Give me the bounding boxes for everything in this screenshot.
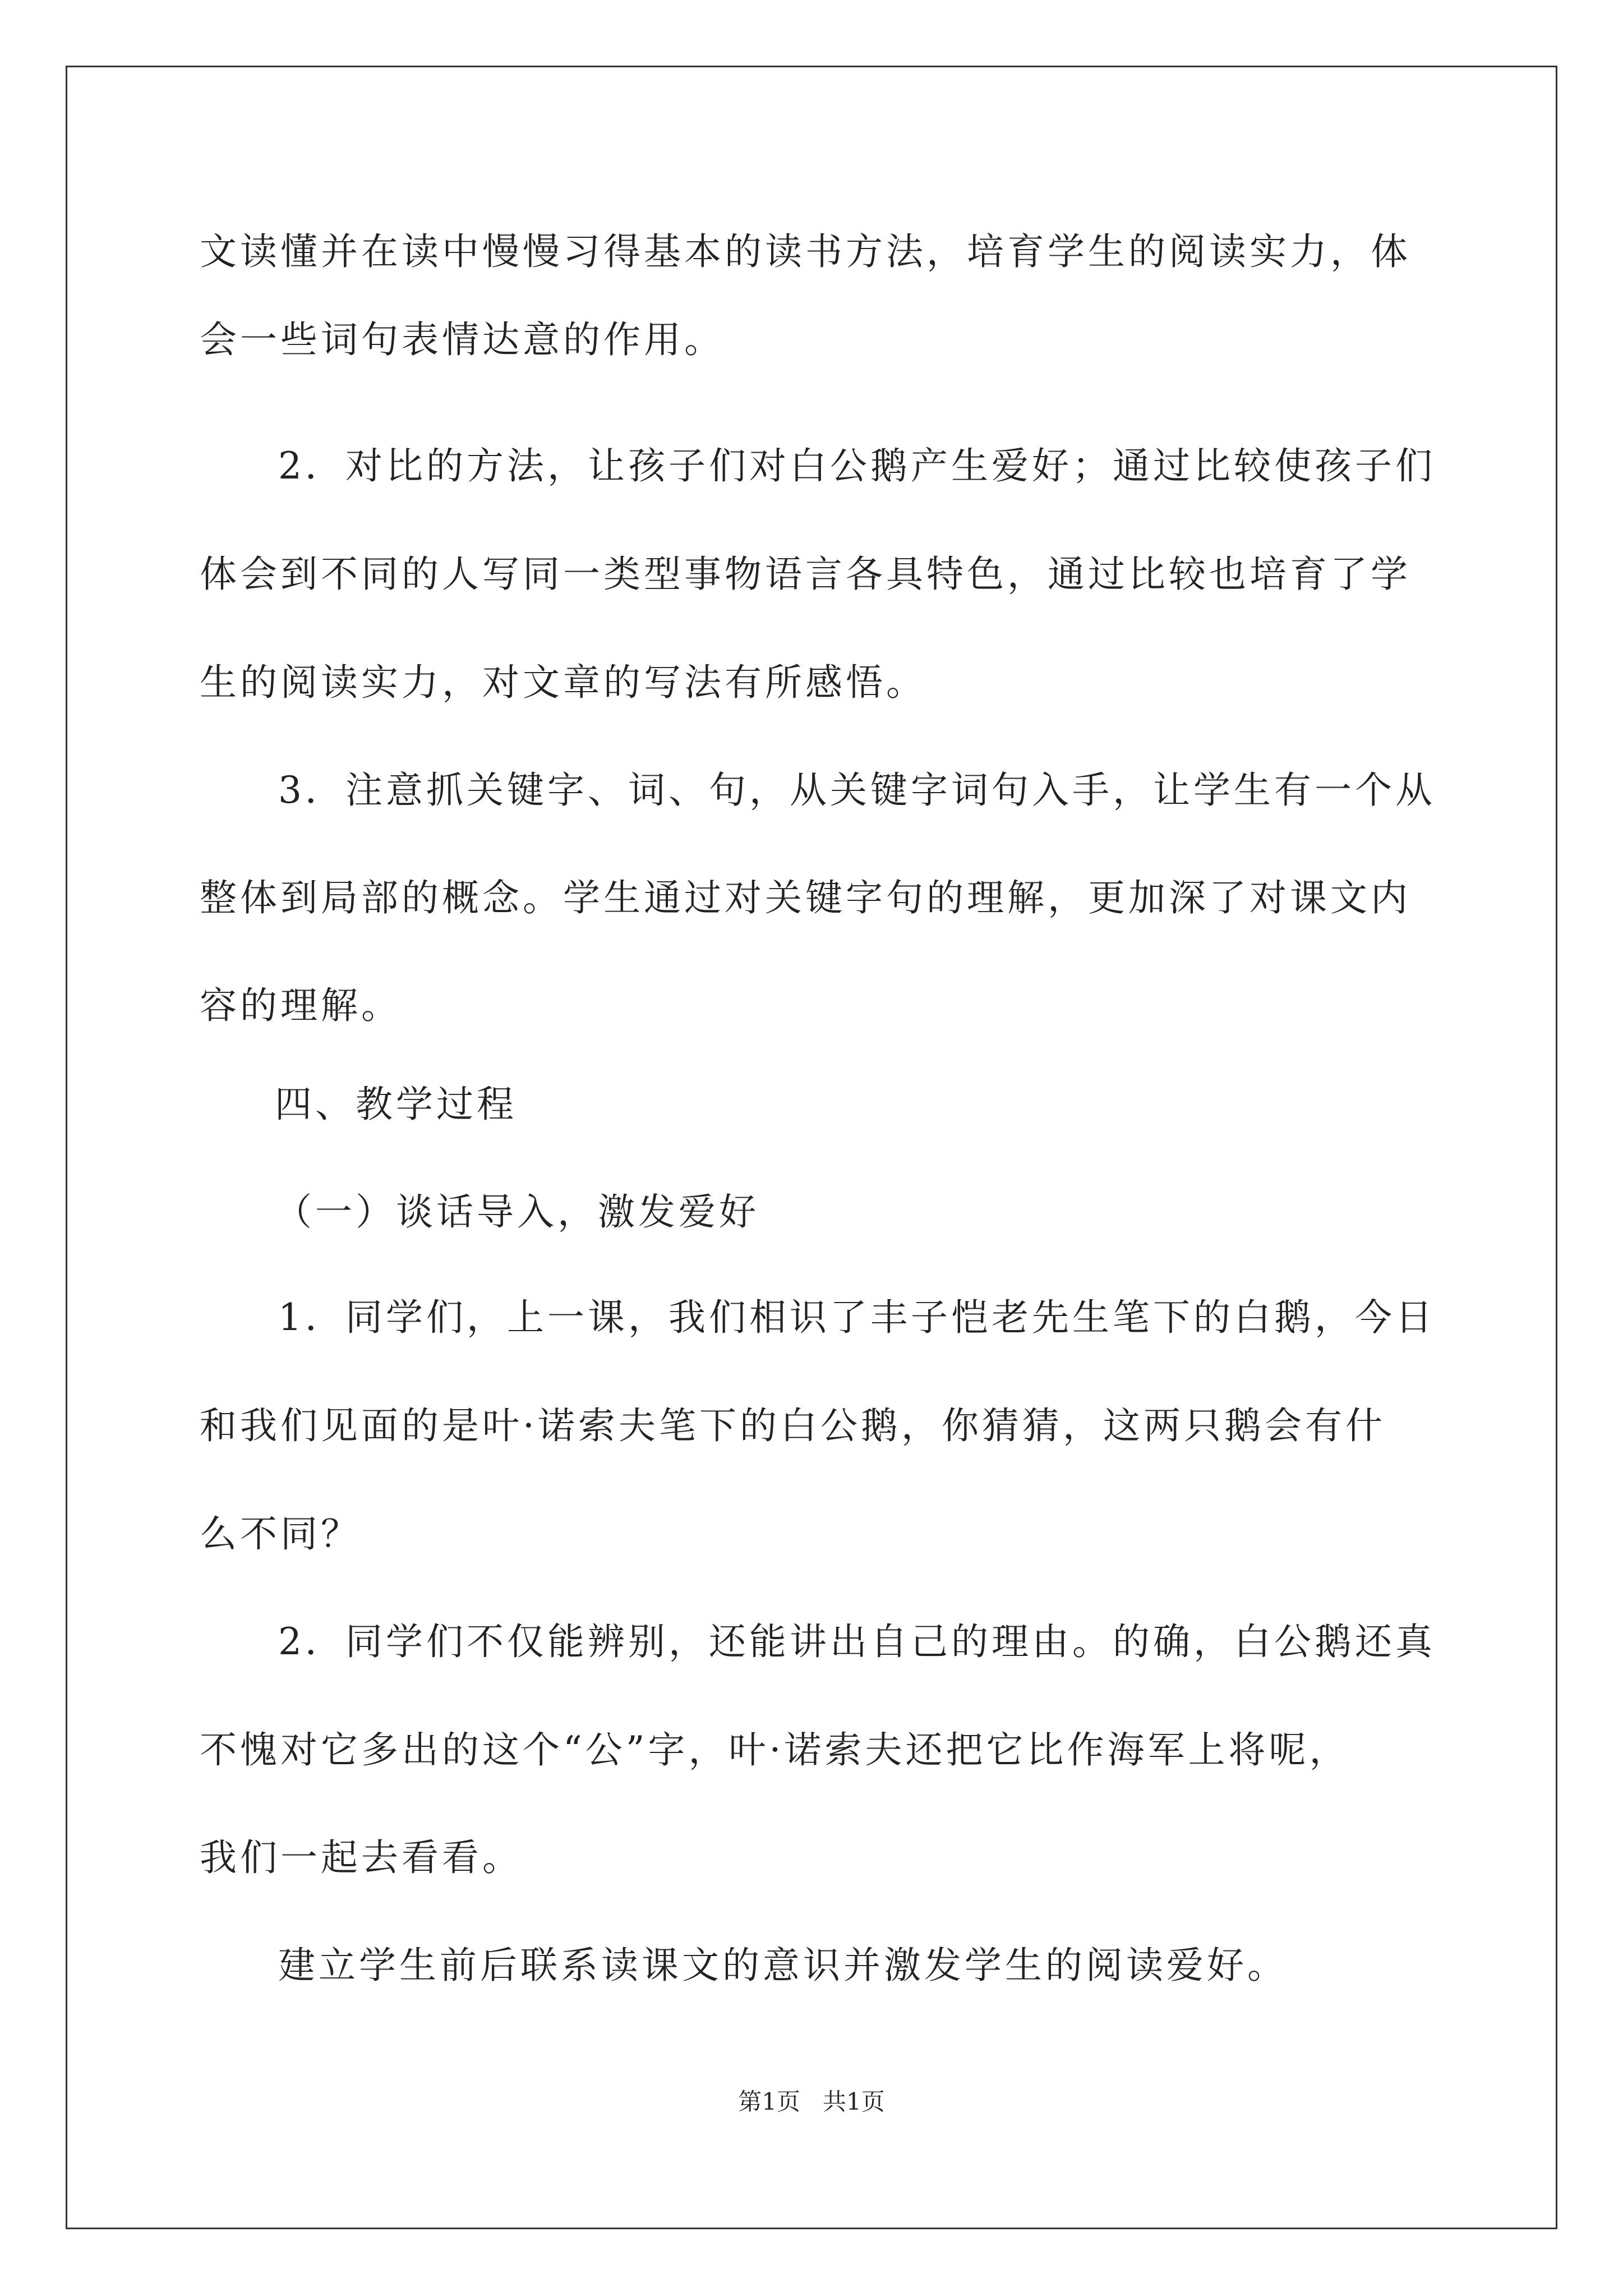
text-line: 体会到不同的人写同一类型事物语言各具特色，通过比较也培育了学 [200, 553, 1411, 596]
text-line: 整体到局部的概念。学生通过对关键字句的理解，更加深了对课文内 [200, 876, 1411, 919]
subsection-heading: （一）谈话导入，激发爱好 [275, 1190, 759, 1234]
text-line: 2．同学们不仅能辨别，还能讲出自己的理由。的确，白公鹅还真 [278, 1620, 1436, 1663]
page-border [66, 66, 1557, 2229]
text-line: 会一些词句表情达意的作用。 [200, 318, 725, 361]
text-line: 生的阅读实力，对文章的写法有所感悟。 [200, 661, 926, 704]
text-line: 我们一起去看看。 [200, 1836, 523, 1879]
text-line: 1．同学们，上一课，我们相识了丰子恺老先生笔下的白鹅，今日 [278, 1296, 1436, 1339]
text-line: 3．注意抓关键字、词、句，从关键字词句入手，让学生有一个从 [278, 769, 1436, 812]
page-footer: 第1页 共1页 [738, 2088, 885, 2115]
text-line: 么不同？ [200, 1512, 361, 1556]
text-line: 不愧对它多出的这个“公”字，叶·诺索夫还把它比作海军上将呢， [200, 1728, 1350, 1772]
text-line: 和我们见面的是叶·诺索夫笔下的白公鹅，你猜猜，这两只鹅会有什 [200, 1404, 1386, 1447]
text-line: 容的理解。 [200, 984, 402, 1027]
section-heading: 四、教学过程 [275, 1083, 517, 1126]
text-line: 文读懂并在读中慢慢习得基本的读书方法，培育学生的阅读实力，体 [200, 230, 1411, 273]
text-line: 2．对比的方法，让孩子们对白公鹅产生爱好；通过比较使孩子们 [278, 444, 1436, 487]
text-line: 建立学生前后联系读课文的意识并激发学生的阅读爱好。 [278, 1944, 1288, 1987]
